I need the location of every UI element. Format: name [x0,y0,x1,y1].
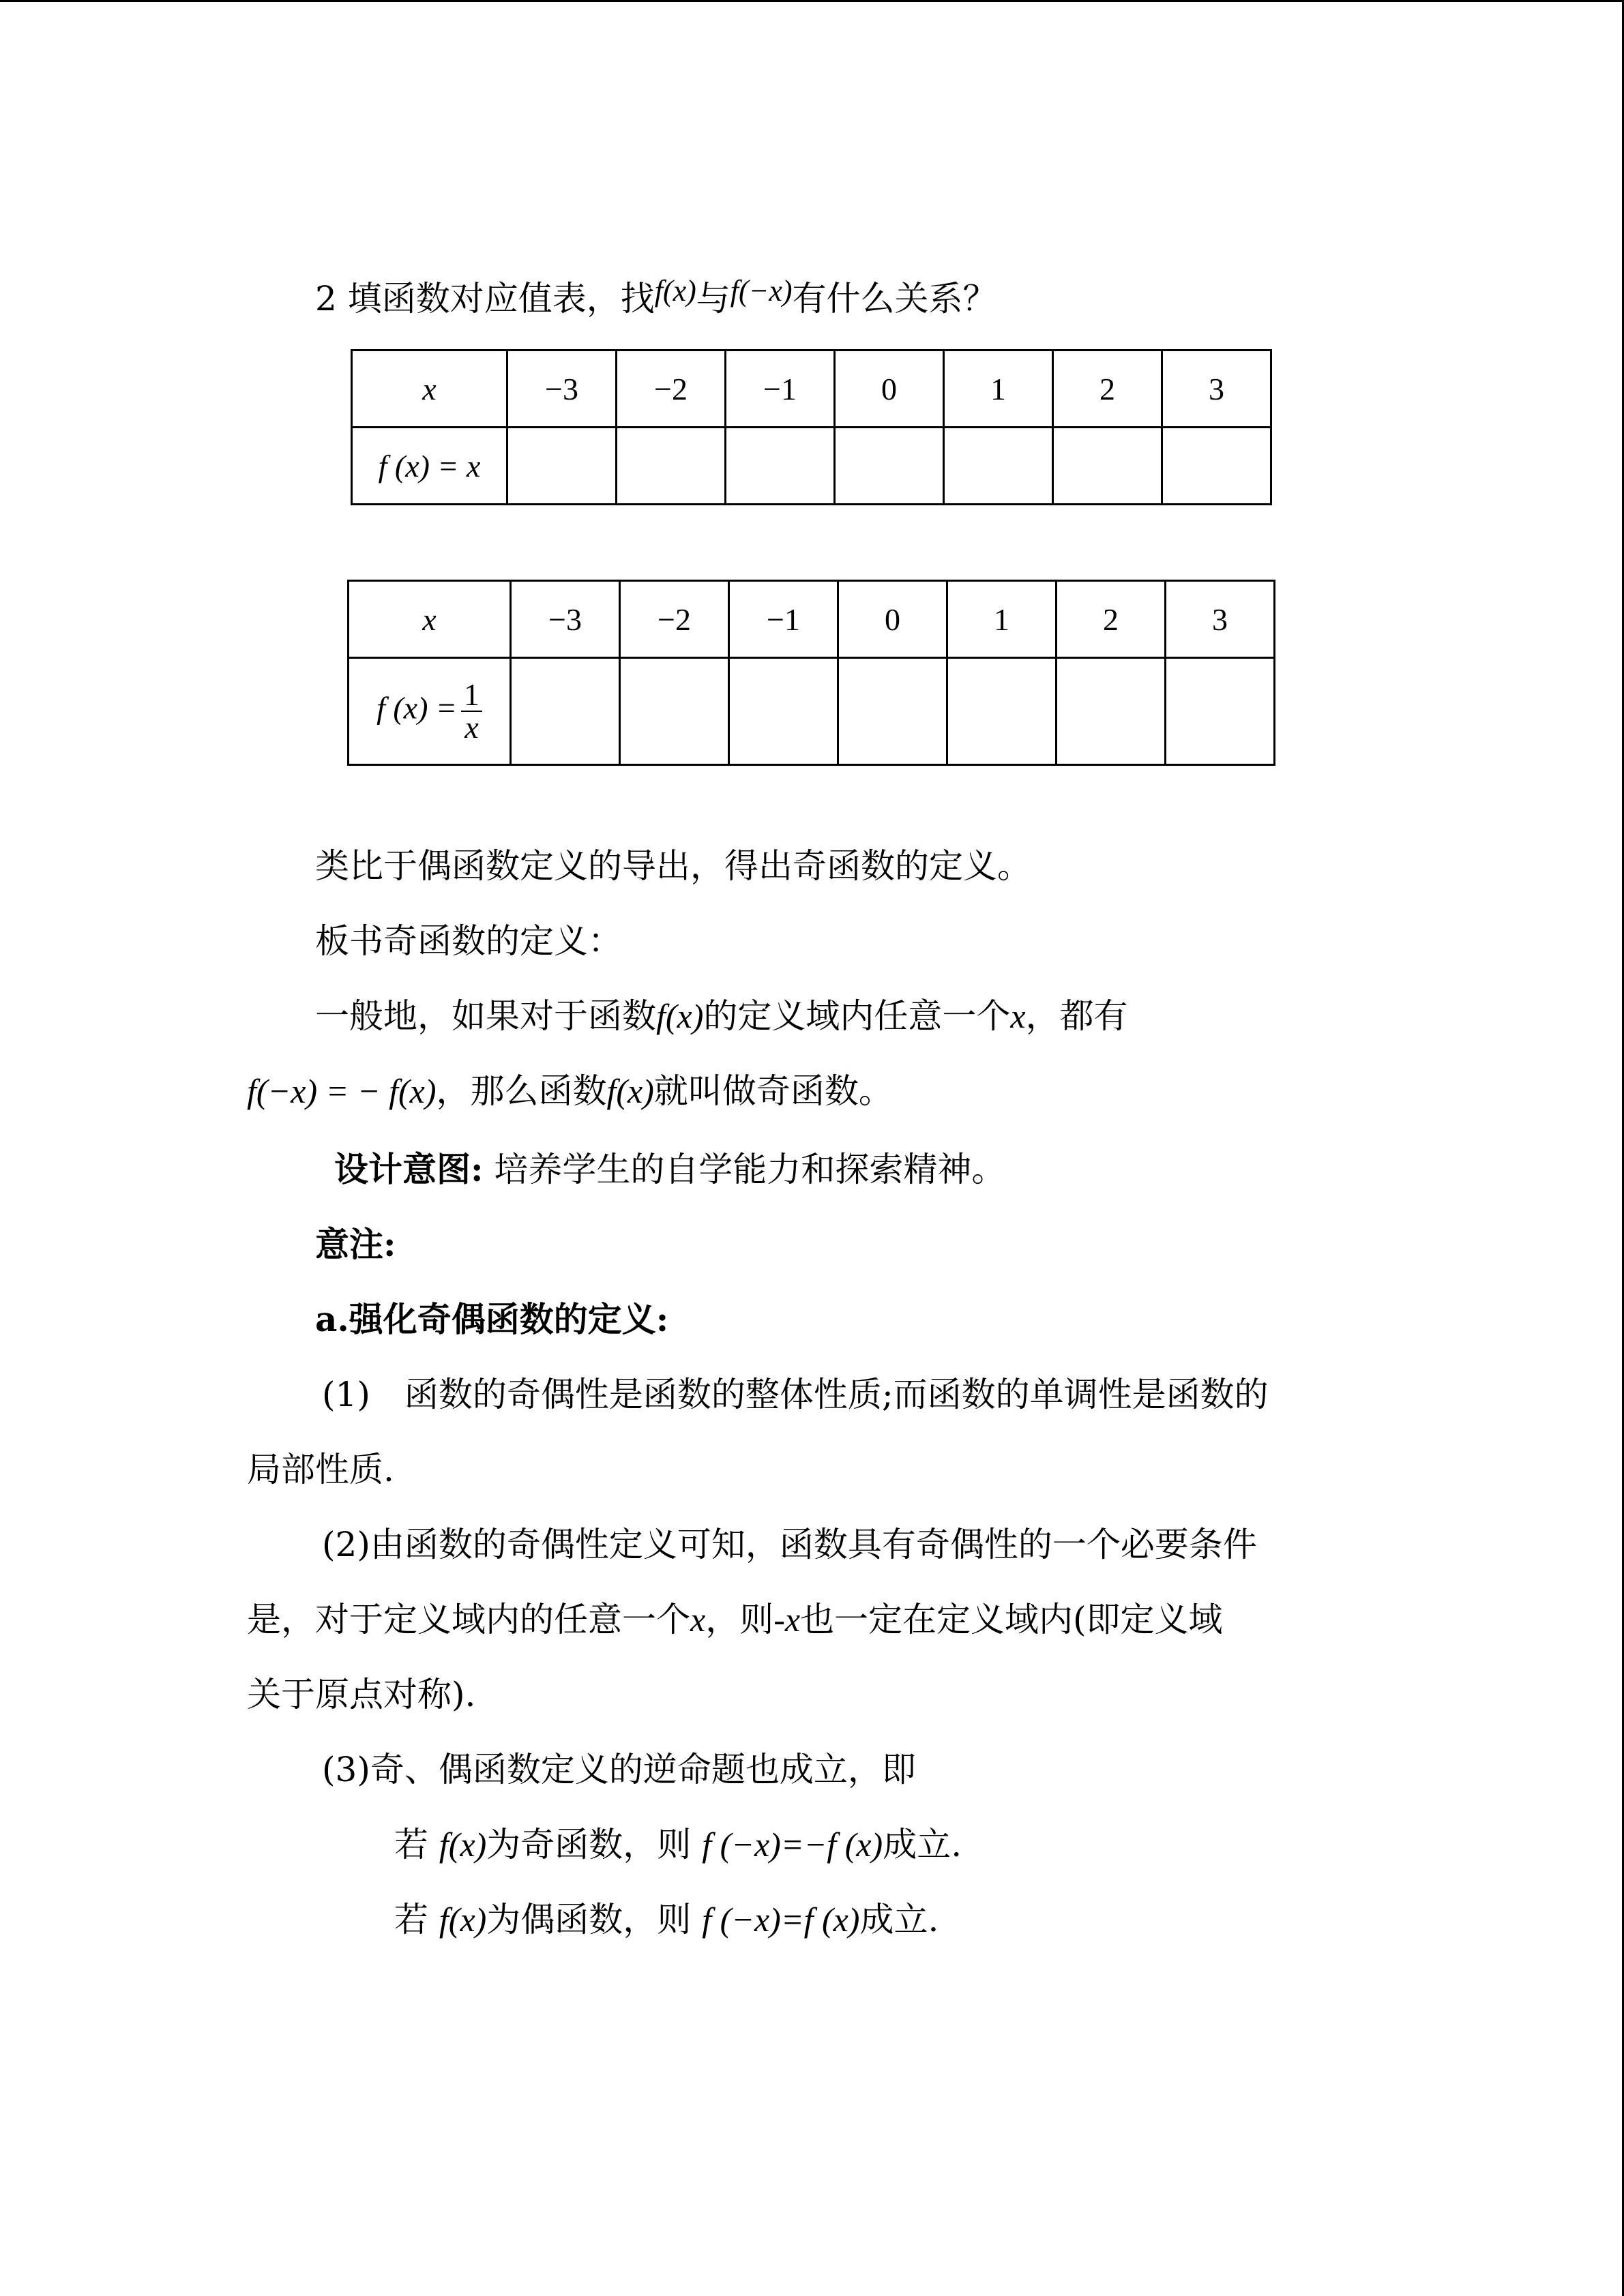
design-intent [334,1149,1005,1190]
section-a-heading: a.强化奇偶函数的定义: [315,1299,669,1339]
table-2-x-value: 3 [1166,581,1275,658]
table-1-x-value: 1 [944,351,1053,428]
paragraph-analogy: 类比于偶函数定义的导出，得出奇函数的定义。 [315,846,1031,886]
item-2-line-3: 关于原点对称). [247,1675,476,1714]
table-2-empty-cell[interactable] [1166,658,1275,765]
item-2-text: ，则 [705,1600,774,1639]
item-2-x: x [690,1600,706,1639]
item-2-negx: -x [773,1600,801,1639]
def-x: x [1010,997,1026,1035]
value-table-1 [351,349,1272,505]
table-1-empty-cell[interactable] [1162,428,1271,505]
table-1-x-value: 2 [1053,351,1162,428]
def-text: ，那么函数 [436,1071,607,1111]
item-3-odd-equation: f (−x)=−f (x) [702,1825,883,1864]
item-3-line-1: (3)奇、偶函数定义的逆命题也成立，即 [322,1750,916,1789]
table-2-header-row [349,581,1275,658]
table-2-empty-cell[interactable] [1057,658,1166,765]
fraction-numerator: 1 [461,679,482,712]
table-1-x-value: 0 [835,351,944,428]
table-2-fx-prefix: f (x) = [377,690,457,726]
item-2-text: 是，对于定义域内的任意一个 [247,1600,690,1639]
table-1-empty-cell[interactable] [1053,428,1162,505]
table-2-x-value: 1 [947,581,1057,658]
design-label: 设计意图: [334,1149,484,1189]
item-3-text: 成立. [859,1900,939,1939]
table-2-x-value: −2 [620,581,729,658]
table-1-empty-cell[interactable] [726,428,835,505]
table-1-x-label: x [352,351,507,428]
q2-suffix: 有什么关系？ [792,279,997,318]
table-2-empty-cell[interactable] [620,658,729,765]
def-fx: f(x) [606,1072,654,1110]
table-2-value-row [349,658,1275,765]
def-fx: f(x) [656,997,704,1035]
value-table-2 [347,580,1275,766]
table-2-x-value: −1 [729,581,838,658]
item-3-fx: f(x) [439,1900,487,1939]
q2-fnegx: f(−x) [730,274,793,308]
table-2-x-value: 2 [1057,581,1166,658]
question-2 [315,274,997,321]
item-3-text: 为奇函数，则 [486,1825,692,1864]
table-1-x-value: −3 [507,351,617,428]
table-1-empty-cell[interactable] [617,428,726,505]
table-1-x-value: −2 [617,351,726,428]
note-label: 意注: [315,1224,396,1264]
item-2-line-1: (2)由函数的奇偶性定义可知，函数具有奇偶性的一个必要条件 [322,1525,1257,1564]
table-2-empty-cell[interactable] [947,658,1057,765]
item-1-line-2: 局部性质. [247,1450,394,1489]
definition-line-2 [247,1071,893,1112]
table-2-x-value: −3 [511,581,620,658]
table-1-empty-cell[interactable] [835,428,944,505]
fraction-denominator: x [464,710,479,745]
item-3-odd [394,1824,962,1865]
def-text: 的定义域内任意一个 [703,996,1011,1036]
item-2-text: 也一定在定义域内(即定义域 [800,1600,1223,1639]
q2-fx: f(x) [654,274,696,308]
table-1-x-value: 3 [1162,351,1271,428]
table-2-empty-cell[interactable] [729,658,838,765]
table-1-empty-cell[interactable] [507,428,617,505]
table-2-empty-cell[interactable] [838,658,947,765]
table-2-empty-cell[interactable] [511,658,620,765]
item-3-fx: f(x) [439,1825,487,1864]
table-1-value-row [352,428,1271,505]
design-text: 培养学生的自学能力和探索精神。 [494,1150,1006,1189]
table-1-fx-label: f (x) = x [352,428,507,505]
item-3-text: 成立. [883,1825,962,1864]
q2-mid: 与 [696,279,730,318]
item-3-even [394,1899,939,1940]
item-1-line-1: (1) 函数的奇偶性是函数的整体性质;而函数的单调性是函数的 [322,1375,1269,1414]
definition-line-1 [315,996,1128,1037]
item-3-text: 若 [394,1825,428,1864]
table-1-empty-cell[interactable] [944,428,1053,505]
def-text: 就叫做奇函数。 [653,1071,893,1111]
table-2-x-label: x [349,581,511,658]
item-3-text: 为偶函数，则 [486,1900,692,1939]
table-1-x-value: −1 [726,351,835,428]
table-2-x-value: 0 [838,581,947,658]
item-3-even-equation: f (−x)=f (x) [702,1900,860,1939]
paragraph-board: 板书奇函数的定义： [315,921,622,961]
fraction [461,679,482,743]
q2-prefix: 2 填函数对应值表，找 [315,279,655,318]
item-3-text: 若 [394,1900,428,1939]
item-2-line-2 [247,1599,1223,1640]
def-text: 一般地，如果对于函数 [315,996,656,1036]
table-2-fx-label [349,658,511,765]
def-text: ，都有 [1025,996,1128,1036]
table-1-header-row [352,351,1271,428]
def-equation: f(−x) = − f(x) [247,1072,437,1110]
